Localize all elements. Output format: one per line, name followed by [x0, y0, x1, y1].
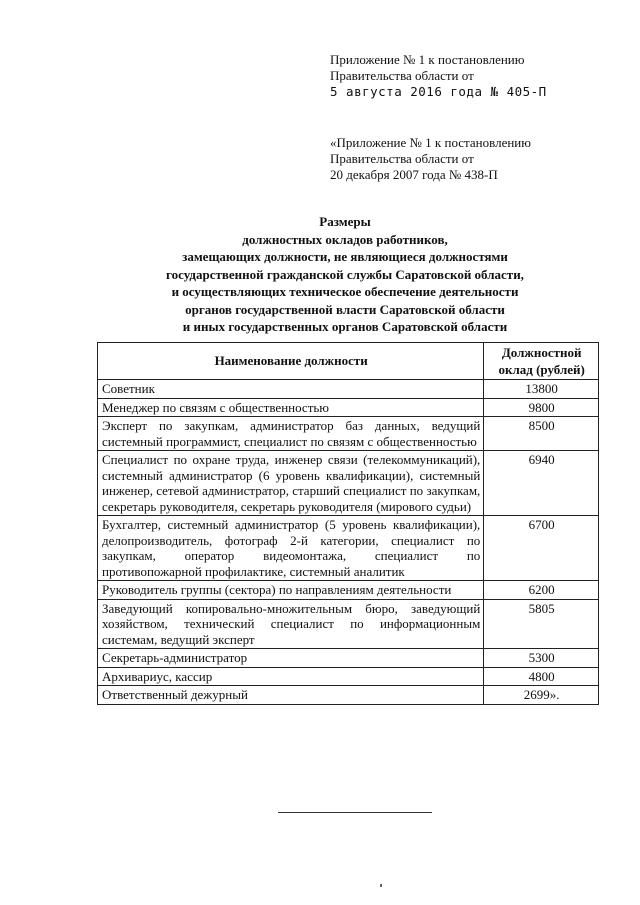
position-cell: Эксперт по закупкам, администратор баз данных, ведущий системный программист, специалист по связям с общественностью — [98, 417, 484, 451]
title-line: и осуществляющих техническое обеспечение деятельности — [171, 284, 519, 299]
appendix-line: 20 декабря 2007 года № 438-П — [330, 167, 498, 182]
appendix-header-original — [330, 135, 630, 183]
position-cell: Секретарь-администратор — [98, 649, 484, 668]
appendix-stamp-date: 5 августа 2016 года № 405-П — [330, 84, 547, 99]
position-cell: Специалист по охране труда, инженер связи (телекоммуникаций), системный администратор (6 уровень квалификации), системный инженер, сетевой администратор, старший специалист по закупкам, секретарь руководителя, секретарь руководителя (мирового судьи) — [98, 451, 484, 516]
appendix-line: «Приложение № 1 к постановлению — [330, 135, 531, 150]
title-line: должностных окладов работников, — [242, 231, 448, 247]
position-cell: Менеджер по связям с общественностью — [98, 398, 484, 417]
position-cell: Архивариус, кассир — [98, 667, 484, 686]
table-row — [98, 398, 599, 417]
salary-cell: 8500 — [484, 417, 599, 451]
table-row — [98, 686, 599, 705]
appendix-line: Правительства области от — [330, 151, 474, 166]
position-cell: Советник — [98, 380, 484, 399]
title-line: замещающих должности, не являющиеся должностями — [182, 249, 508, 264]
position-cell: Заведующий копировально-множительным бюро, заведующий хозяйством, технический специалист по информационным системам, ведущий эксперт — [98, 599, 484, 649]
salary-cell: 9800 — [484, 398, 599, 417]
salary-cell: 6940 — [484, 451, 599, 516]
salary-cell: 13800 — [484, 380, 599, 399]
position-cell: Ответственный дежурный — [98, 686, 484, 705]
appendix-header-current — [330, 52, 630, 100]
salary-cell: 6700 — [484, 516, 599, 581]
salary-cell: 4800 — [484, 667, 599, 686]
table-row — [98, 516, 599, 581]
appendix-line: Приложение № 1 к постановлению — [330, 52, 525, 67]
table-row — [98, 599, 599, 649]
salary-cell: 6200 — [484, 581, 599, 600]
table-row — [98, 649, 599, 668]
salary-cell: 5300 — [484, 649, 599, 668]
position-cell: Бухгалтер, системный администратор (5 уровень квалификации), делопроизводитель, фотограф 2-й категории, специалист по закупкам, оператор видеомонтажа, специалист по противопожарной профилактике, системный аналитик — [98, 516, 484, 581]
title-line: и иных государственных органов Саратовской области — [182, 319, 508, 334]
salary-table — [97, 342, 599, 705]
title-line: государственной гражданской службы Саратовской области, — [166, 266, 524, 282]
table-header-row — [98, 343, 599, 380]
column-header-position: Наименование должности — [98, 343, 484, 380]
title-line: органов государственной власти Саратовской области — [185, 301, 505, 317]
salary-cell: 5805 — [484, 599, 599, 649]
salary-cell: 2699». — [484, 686, 599, 705]
table-row — [98, 581, 599, 600]
position-cell: Руководитель группы (сектора) по направлениям деятельности — [98, 581, 484, 600]
scan-speck — [380, 884, 382, 887]
title-line: Размеры — [319, 214, 371, 229]
table-row — [98, 380, 599, 399]
table-row — [98, 667, 599, 686]
column-header-salary: Должностной оклад (рублей) — [484, 343, 599, 380]
closing-separator-line — [278, 812, 432, 813]
document-title — [80, 213, 610, 336]
table-row — [98, 417, 599, 451]
appendix-line: Правительства области от — [330, 68, 474, 83]
table-row — [98, 451, 599, 516]
